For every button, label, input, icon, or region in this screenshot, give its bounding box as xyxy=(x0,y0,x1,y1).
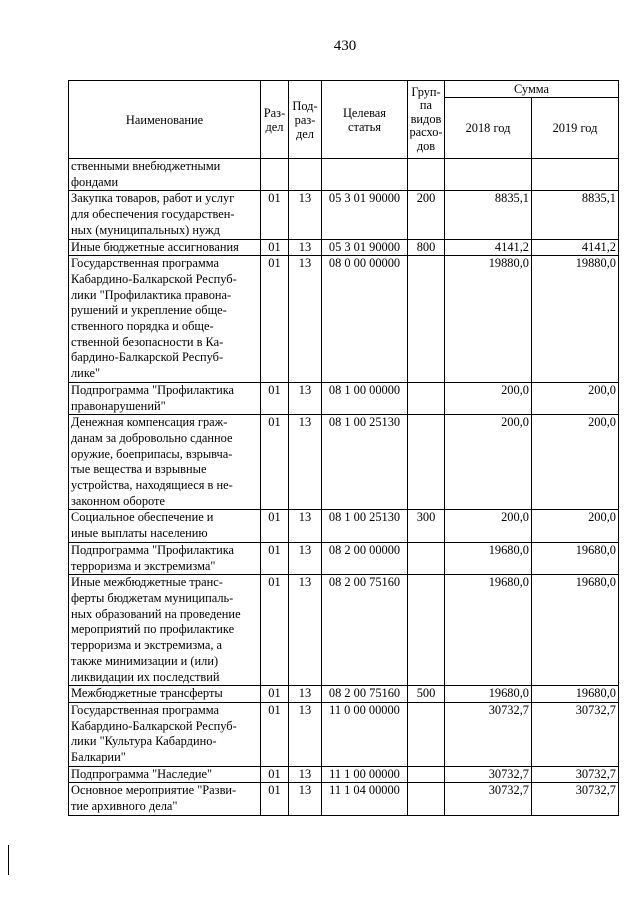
margin-mark xyxy=(8,845,9,875)
row-sum-2018: 19680,0 xyxy=(445,686,532,703)
row-section: 01 xyxy=(261,686,289,703)
row-name: Государственная программа Кабардино-Балкарской Респуб- лики "Культура Кабардино- Балкарии" xyxy=(69,702,261,766)
table-row xyxy=(69,159,619,191)
row-sum-2019: 19680,0 xyxy=(532,575,619,686)
row-subsection: 13 xyxy=(289,510,322,542)
row-expense-group xyxy=(408,415,445,510)
row-sum-2018: 200,0 xyxy=(445,510,532,542)
row-target-article: 08 2 00 75160 xyxy=(322,575,408,686)
row-name: Подпрограмма "Наследие" xyxy=(69,766,261,783)
header-sum: Сумма xyxy=(445,81,619,98)
row-subsection: 13 xyxy=(289,575,322,686)
row-section: 01 xyxy=(261,191,289,239)
row-expense-group: 500 xyxy=(408,686,445,703)
row-subsection: 13 xyxy=(289,702,322,766)
row-sum-2018: 30732,7 xyxy=(445,702,532,766)
row-section: 01 xyxy=(261,702,289,766)
header-year-2019: 2019 год xyxy=(532,98,619,159)
row-section xyxy=(261,159,289,191)
row-name: Социальное обеспечение и иные выплаты населению xyxy=(69,510,261,542)
row-section: 01 xyxy=(261,415,289,510)
row-sum-2018: 30732,7 xyxy=(445,783,532,815)
row-target-article: 05 3 01 90000 xyxy=(322,239,408,256)
row-expense-group xyxy=(408,382,445,414)
row-expense-group: 800 xyxy=(408,239,445,256)
row-expense-group xyxy=(408,702,445,766)
row-expense-group: 300 xyxy=(408,510,445,542)
row-sum-2018: 19680,0 xyxy=(445,542,532,574)
table-row xyxy=(69,415,619,510)
row-expense-group xyxy=(408,766,445,783)
row-sum-2019: 4141,2 xyxy=(532,239,619,256)
header-target-article: Целевая статья xyxy=(322,81,408,159)
row-subsection: 13 xyxy=(289,783,322,815)
row-sum-2019: 200,0 xyxy=(532,415,619,510)
row-target-article: 08 1 00 25130 xyxy=(322,415,408,510)
table-row xyxy=(69,191,619,239)
table-row xyxy=(69,766,619,783)
header-subsection: Под- раз- дел xyxy=(289,81,322,159)
row-section: 01 xyxy=(261,256,289,383)
row-sum-2018 xyxy=(445,159,532,191)
table-row xyxy=(69,256,619,383)
row-expense-group xyxy=(408,159,445,191)
header-year-2018: 2018 год xyxy=(445,98,532,159)
row-sum-2019: 30732,7 xyxy=(532,783,619,815)
row-name: Государственная программа Кабардино-Балкарской Респуб- лики "Профилактика правона- рушений и укрепление обще- ственного порядка и обще- ственной безопасности в Ка- бардино-Балкарской Респуб- лике" xyxy=(69,256,261,383)
header-name: Наименование xyxy=(69,81,261,159)
row-target-article: 08 1 00 00000 xyxy=(322,382,408,414)
row-section: 01 xyxy=(261,510,289,542)
row-name: Иные бюджетные ассигнования xyxy=(69,239,261,256)
row-sum-2018: 19880,0 xyxy=(445,256,532,383)
row-name: Подпрограмма "Профилактика правонарушений" xyxy=(69,382,261,414)
row-sum-2019 xyxy=(532,159,619,191)
row-target-article: 11 1 00 00000 xyxy=(322,766,408,783)
row-subsection: 13 xyxy=(289,256,322,383)
row-sum-2019: 30732,7 xyxy=(532,766,619,783)
row-sum-2019: 19680,0 xyxy=(532,542,619,574)
row-sum-2019: 8835,1 xyxy=(532,191,619,239)
row-sum-2018: 8835,1 xyxy=(445,191,532,239)
row-expense-group xyxy=(408,256,445,383)
row-name: Иные межбюджетные транс- ферты бюджетам муниципаль- ных образований на проведение мероприятий по профилактике терроризма и экстремизма, а также минимизации и (или) ликвидации их последствий xyxy=(69,575,261,686)
table-row xyxy=(69,542,619,574)
row-sum-2019: 19680,0 xyxy=(532,686,619,703)
row-section: 01 xyxy=(261,382,289,414)
table-row xyxy=(69,382,619,414)
row-sum-2018: 200,0 xyxy=(445,382,532,414)
row-target-article xyxy=(322,159,408,191)
row-name: Денежная компенсация граж- данам за добровольно сданное оружие, боеприпасы, взрывча- тые вещества и взрывные устройства, находящиеся в не- законном обороте xyxy=(69,415,261,510)
row-target-article: 05 3 01 90000 xyxy=(322,191,408,239)
row-subsection xyxy=(289,159,322,191)
row-section: 01 xyxy=(261,239,289,256)
table-row xyxy=(69,702,619,766)
table-row xyxy=(69,239,619,256)
table-row xyxy=(69,575,619,686)
row-subsection: 13 xyxy=(289,542,322,574)
page-number: 430 xyxy=(333,38,357,54)
row-subsection: 13 xyxy=(289,686,322,703)
row-subsection: 13 xyxy=(289,415,322,510)
row-section: 01 xyxy=(261,783,289,815)
row-sum-2019: 30732,7 xyxy=(532,702,619,766)
row-subsection: 13 xyxy=(289,382,322,414)
row-target-article: 08 2 00 75160 xyxy=(322,686,408,703)
row-target-article: 08 2 00 00000 xyxy=(322,542,408,574)
row-name: Основное мероприятие "Разви- тие архивного дела" xyxy=(69,783,261,815)
row-target-article: 08 1 00 25130 xyxy=(322,510,408,542)
row-target-article: 08 0 00 00000 xyxy=(322,256,408,383)
row-sum-2019: 19880,0 xyxy=(532,256,619,383)
table-row xyxy=(69,783,619,815)
row-name: ственными внебюджетными фондами xyxy=(69,159,261,191)
row-section: 01 xyxy=(261,542,289,574)
row-sum-2019: 200,0 xyxy=(532,382,619,414)
table-row xyxy=(69,686,619,703)
row-expense-group: 200 xyxy=(408,191,445,239)
row-subsection: 13 xyxy=(289,191,322,239)
row-section: 01 xyxy=(261,575,289,686)
row-name: Подпрограмма "Профилактика терроризма и экстремизма" xyxy=(69,542,261,574)
row-expense-group xyxy=(408,575,445,686)
row-expense-group xyxy=(408,542,445,574)
table-row xyxy=(69,510,619,542)
row-name: Межбюджетные трансферты xyxy=(69,686,261,703)
row-sum-2018: 4141,2 xyxy=(445,239,532,256)
row-target-article: 11 1 04 00000 xyxy=(322,783,408,815)
row-sum-2019: 200,0 xyxy=(532,510,619,542)
row-subsection: 13 xyxy=(289,239,322,256)
budget-rows xyxy=(69,159,619,816)
row-sum-2018: 19680,0 xyxy=(445,575,532,686)
row-sum-2018: 200,0 xyxy=(445,415,532,510)
row-target-article: 11 0 00 00000 xyxy=(322,702,408,766)
row-subsection: 13 xyxy=(289,766,322,783)
row-sum-2018: 30732,7 xyxy=(445,766,532,783)
row-name: Закупка товаров, работ и услуг для обеспечения государствен- ных (муниципальных) нужд xyxy=(69,191,261,239)
header-section: Раз- дел xyxy=(261,81,289,159)
header-expense-group: Груп- па видов расхо- дов xyxy=(408,81,445,159)
row-expense-group xyxy=(408,783,445,815)
row-section: 01 xyxy=(261,766,289,783)
budget-table xyxy=(68,80,619,816)
